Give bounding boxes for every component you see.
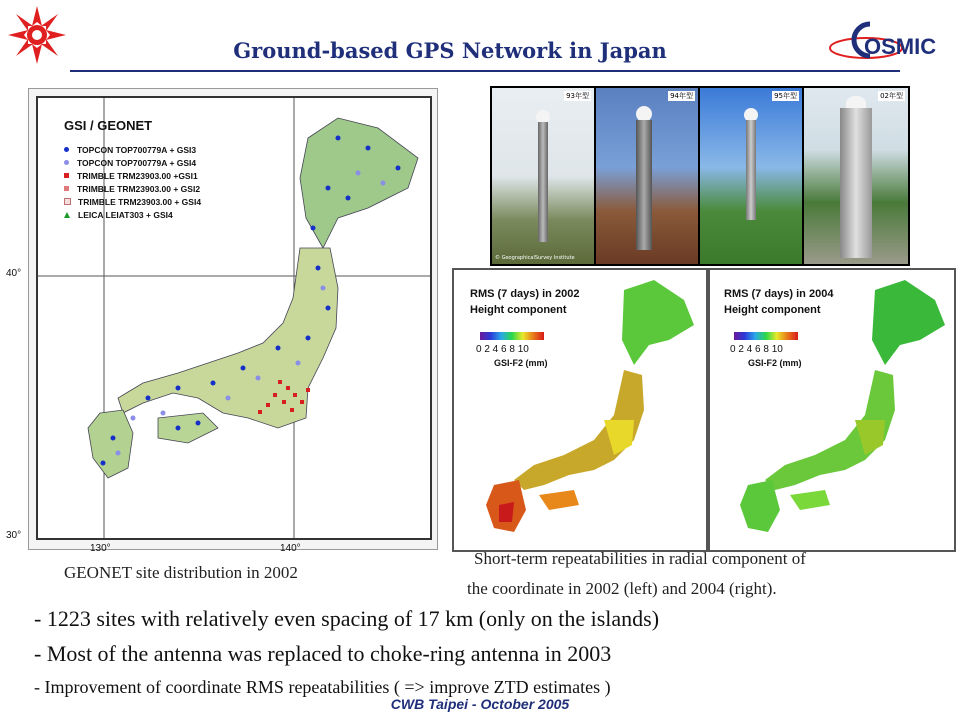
legend-item (64, 195, 264, 208)
legend-item (64, 143, 264, 156)
title-underline (70, 70, 900, 72)
legend-item (64, 169, 264, 182)
logo-text: OSMIC (864, 34, 937, 59)
rms-subtitle: Height component (470, 304, 567, 316)
antenna-photo-1994 (596, 88, 698, 264)
caption-rms-line2: the coordinate in 2002 (left) and 2004 (right). (467, 579, 777, 598)
photo-label: 94年型 (670, 92, 693, 100)
legend-marker (64, 212, 70, 218)
caption-geonet: GEONET site distribution in 2002 (64, 563, 298, 582)
antenna-photo-2002 (804, 88, 908, 264)
antenna-photo-strip (490, 86, 910, 266)
legend-label: TOPCON TOP700779A + GSI3 (77, 144, 197, 155)
lat-label-40: 40° (6, 268, 22, 279)
rms-subtitle: Height component (724, 304, 821, 316)
legend-marker (64, 160, 69, 165)
legend-marker (64, 186, 69, 191)
legend-label: TRIMBLE TRM23903.00 +GSI1 (77, 170, 198, 181)
legend-item (64, 156, 264, 169)
lon-label-130: 130° (90, 543, 111, 554)
photo-credit: © GeographicalSurvey Institute (495, 255, 575, 261)
bullet-sites: - 1223 sites with relatively even spacing of 17 km (only on the islands) (34, 606, 660, 631)
antenna-photo-1993 (492, 88, 594, 264)
bullet-improvement: - Improvement of coordinate RMS repeatabilities ( => improve ZTD estimates ) (34, 677, 611, 697)
lon-label-140: 140° (280, 543, 301, 554)
page-title: Ground-based GPS Network in Japan (233, 38, 667, 63)
rms-title: RMS (7 days) in 2004 (724, 288, 834, 300)
bullet-antenna: - Most of the antenna was replaced to choke-ring antenna in 2003 (34, 641, 612, 666)
legend-marker (64, 198, 71, 205)
legend-label: TRIMBLE TRM23903.00 + GSI2 (77, 183, 201, 194)
geonet-map (36, 96, 432, 540)
footer: CWB Taipei - October 2005 (390, 696, 570, 712)
legend-item (64, 182, 264, 195)
antenna-photo-1995 (700, 88, 802, 264)
rms-title: RMS (7 days) in 2002 (470, 288, 580, 300)
rms-unit: GSI-F2 (mm) (748, 358, 802, 368)
cosmic-logo (826, 14, 936, 70)
map-title: GSI / GEONET (64, 118, 153, 133)
rms-map-2004 (708, 268, 956, 552)
photo-label: 93年型 (566, 92, 589, 100)
caption-rms-line1: Short-term repeatabilities in radial component of (474, 549, 806, 568)
legend-label: TRIMBLE TRM23903.00 + GSI4 (78, 196, 202, 207)
map-legend (64, 118, 264, 221)
lat-label-30: 30° (6, 530, 22, 541)
legend-item (64, 208, 264, 221)
rms-map-2002 (452, 268, 708, 552)
legend-label: TOPCON TOP700779A + GSI4 (77, 157, 197, 168)
photo-label: 95年型 (774, 92, 797, 100)
rms-scale: 0 2 4 6 8 10 (476, 344, 529, 355)
rms-scale: 0 2 4 6 8 10 (730, 344, 783, 355)
legend-marker (64, 147, 69, 152)
legend-marker (64, 173, 69, 178)
legend-label: LEICA LEIAT303 + GSI4 (78, 209, 173, 220)
photo-label: 02年型 (880, 92, 903, 100)
rms-unit: GSI-F2 (mm) (494, 358, 548, 368)
